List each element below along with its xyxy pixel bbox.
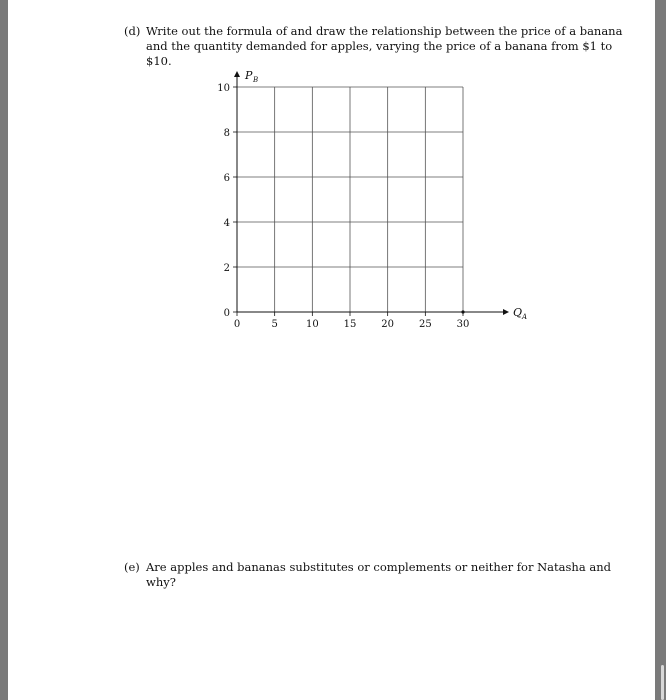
y-axis-label-subscript: B [253,76,259,84]
x-tick-label: 0 [233,319,241,330]
scrollbar-thumb[interactable] [661,665,664,700]
x-tick-label: 30 [456,319,470,330]
x-axis-label: Q [513,306,523,319]
question-d-label: (d) [124,24,141,38]
y-tick-label: 8 [223,128,230,139]
question-e-line-2: why? [146,575,176,589]
question-e-line-1: Are apples and bananas substitutes or complements or neither for Natasha and [146,560,611,574]
question-d-line-3: $10. [146,54,172,68]
y-axis-arrowhead [234,71,240,77]
blank-graph [8,0,655,360]
question-d-line-1: Write out the formula of and draw the relationship between the price of a banana [146,24,623,38]
x-tick-label: 10 [305,319,319,330]
y-axis-label: P [245,69,253,82]
y-tick-label: 2 [223,263,230,274]
question-d-line-2: and the quantity demanded for apples, varying the price of a banana from $1 to [146,39,613,53]
x-axis-label-subscript: A [522,313,528,321]
y-tick-label: 6 [223,173,230,184]
x-tick-label: 15 [343,319,357,330]
question-e-label: (e) [124,560,140,574]
x-tick-label: 20 [381,319,395,330]
x-tick-label: 5 [271,319,278,330]
worksheet-page [8,0,655,700]
y-tick-label: 4 [223,218,230,229]
x-axis-end-dot [461,310,464,313]
x-axis-arrowhead [503,309,509,315]
question-e-text [146,560,611,590]
y-tick-label: 10 [217,83,230,94]
y-tick-label: 0 [223,308,230,319]
x-tick-label: 25 [418,319,432,330]
